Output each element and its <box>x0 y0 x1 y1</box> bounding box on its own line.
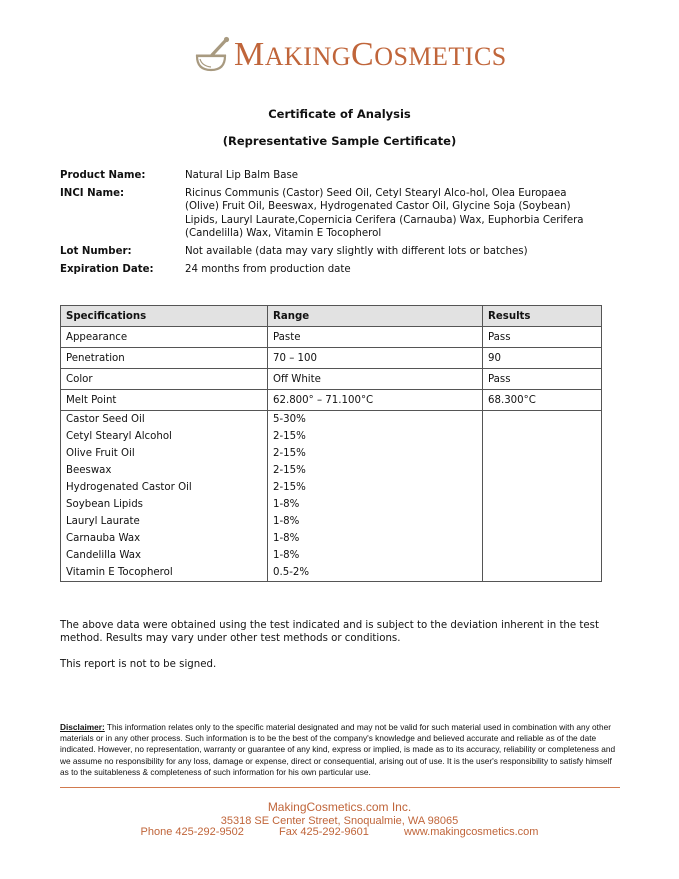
signature-note: This report is not to be signed. <box>60 659 217 670</box>
table-row <box>61 462 602 479</box>
spec-name-cell: Penetration <box>61 348 268 369</box>
spec-name-cell: Beeswax <box>61 462 268 479</box>
result-cell <box>483 564 602 582</box>
product-info <box>60 169 600 281</box>
result-cell <box>483 462 602 479</box>
brand-wordmark: MAKINGCOSMETICS <box>234 36 507 73</box>
test-notes <box>60 619 620 684</box>
range-cell: 2-15% <box>268 479 483 496</box>
product-name-label: Product Name: <box>60 170 146 181</box>
mortar-and-pestle-icon <box>190 34 232 76</box>
document-subtitle: (Representative Sample Certificate) <box>222 134 457 148</box>
result-cell: Pass <box>483 369 602 390</box>
footer-fax: Fax 425-292-9601 <box>278 826 369 838</box>
table-row <box>61 428 602 445</box>
spec-name-cell: Appearance <box>61 327 268 348</box>
result-cell <box>483 445 602 462</box>
footer-website[interactable]: www.makingcosmetics.com <box>403 826 539 838</box>
spec-name-cell: Olive Fruit Oil <box>61 445 268 462</box>
table-row <box>61 390 602 411</box>
spec-name-cell: Color <box>61 369 268 390</box>
header-specifications: Specifications <box>61 306 268 327</box>
spec-name-cell: Hydrogenated Castor Oil <box>61 479 268 496</box>
range-cell: 0.5-2% <box>268 564 483 582</box>
product-name-value: Natural Lip Balm Base <box>185 170 299 181</box>
range-cell: 1-8% <box>268 547 483 564</box>
test-method-note: The above data were obtained using the test indicated and is subject to the deviation inherent in the test method. Results may vary under other test methods or conditions. <box>60 620 599 644</box>
table-row <box>61 411 602 429</box>
range-cell: 5-30% <box>268 411 483 429</box>
result-cell: 90 <box>483 348 602 369</box>
range-cell: 70 – 100 <box>268 348 483 369</box>
footer-phone: Phone 425-292-9502 <box>140 826 244 838</box>
spec-name-cell: Cetyl Stearyl Alcohol <box>61 428 268 445</box>
spec-name-cell: Lauryl Laurate <box>61 513 268 530</box>
expiration-date-value: 24 months from production date <box>185 264 351 276</box>
range-cell: 2-15% <box>268 462 483 479</box>
table-header-row <box>61 306 602 327</box>
result-cell <box>483 428 602 445</box>
table-row <box>61 564 602 582</box>
range-cell: 1-8% <box>268 513 483 530</box>
result-cell <box>483 479 602 496</box>
range-cell: 1-8% <box>268 496 483 513</box>
header-range: Range <box>268 306 483 327</box>
table-row <box>61 327 602 348</box>
inci-name-value: Ricinus Communis (Castor) Seed Oil, Cetyl Stearyl Alco-hol, Olea Europaea (Olive) Fruit Oil, Beeswax, Hydrogenated Castor Oil, Glycine Soja (Soybean) Lipids, Lauryl Laurate,Copernicia Cerifera (Carnauba) Wax, Euphorbia Cerifera (Candelilla) Wax, Vitamin E Tocopherol <box>185 188 584 239</box>
table-row <box>61 348 602 369</box>
lot-number-row <box>60 245 600 258</box>
range-cell: 2-15% <box>268 428 483 445</box>
range-cell: Off White <box>268 369 483 390</box>
footer-contact <box>0 826 679 838</box>
expiration-date-label: Expiration Date: <box>60 264 154 276</box>
spec-name-cell: Carnauba Wax <box>61 530 268 547</box>
table-row <box>61 496 602 513</box>
result-cell: Pass <box>483 327 602 348</box>
result-cell <box>483 547 602 564</box>
result-cell <box>483 530 602 547</box>
spec-name-cell: Candelilla Wax <box>61 547 268 564</box>
inci-name-row <box>60 187 600 240</box>
spec-name-cell: Soybean Lipids <box>61 496 268 513</box>
result-cell <box>483 411 602 429</box>
inci-name-label: INCI Name: <box>60 188 125 200</box>
footer-company: MakingCosmetics.com Inc. <box>267 800 412 814</box>
table-row <box>61 547 602 564</box>
disclaimer-label: Disclaimer: <box>60 722 105 732</box>
header-results: Results <box>483 306 602 327</box>
range-cell: 2-15% <box>268 445 483 462</box>
table-row <box>61 530 602 547</box>
result-cell <box>483 513 602 530</box>
range-cell: 1-8% <box>268 530 483 547</box>
result-cell: 68.300°C <box>483 390 602 411</box>
disclaimer <box>60 722 620 778</box>
document-title: Certificate of Analysis <box>268 107 411 121</box>
specifications-table <box>60 305 602 582</box>
company-logo <box>190 34 507 76</box>
lot-number-label: Lot Number: <box>60 246 132 258</box>
lot-number-value: Not available (data may vary slightly with different lots or batches) <box>185 246 528 258</box>
spec-name-cell: Melt Point <box>61 390 268 411</box>
disclaimer-text: This information relates only to the specific material designated and may not be valid for such material used in combination with any other materials or in any other process. Such information is to be the best of the company's knowledge and believed accurate and reliable as of the date indicated. However, no representation, warranty or guarantee of any kind, express or implied, is made as to its accuracy, reliability or completeness and we assume no responsibility for any loss, damage or expense, direct or consequential, arising out of use. It is the user's responsibility to satisfy himself as to the suitableness & completeness of such information for his own particular use. <box>60 722 616 777</box>
footer-divider <box>60 787 620 788</box>
range-cell: 62.800° – 71.100°C <box>268 390 483 411</box>
spec-name-cell: Castor Seed Oil <box>61 411 268 429</box>
table-row <box>61 369 602 390</box>
product-name-row <box>60 169 600 182</box>
range-cell: Paste <box>268 327 483 348</box>
table-row <box>61 445 602 462</box>
footer-address: 35318 SE Center Street, Snoqualmie, WA 98065 <box>220 815 459 827</box>
table-row <box>61 513 602 530</box>
expiration-date-row <box>60 263 600 276</box>
table-row <box>61 479 602 496</box>
spec-name-cell: Vitamin E Tocopherol <box>61 564 268 582</box>
result-cell <box>483 496 602 513</box>
